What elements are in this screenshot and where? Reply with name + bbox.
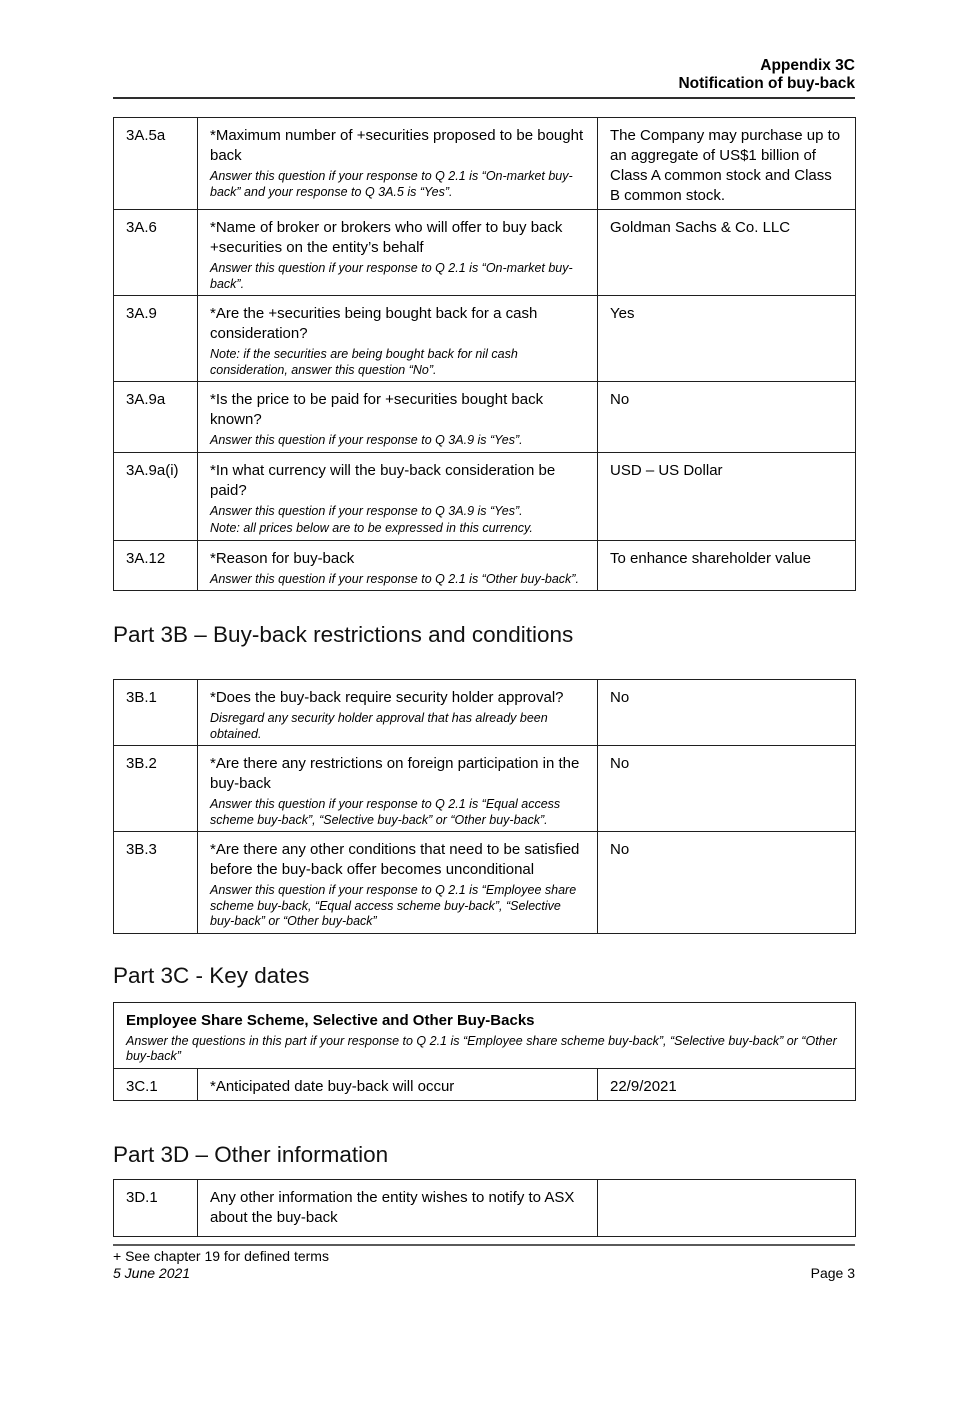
answer-cell (598, 1179, 856, 1236)
question-number: 3B.3 (114, 832, 198, 934)
question-text: *Are the +securities being bought back for a cash consideration? (210, 305, 538, 342)
part3c-table (113, 1002, 856, 1101)
document-page (113, 57, 855, 1282)
scheme-header-note: Answer the questions in this part if your response to Q 2.1 is “Employee share scheme buy-back”, “Selective buy-back” or “Other buy-back” (126, 1033, 837, 1063)
answer-cell: USD – US Dollar (598, 452, 856, 540)
table-row (114, 296, 856, 382)
question-note: Answer this question if your response to Q 2.1 is “Equal access scheme buy-back”, “Selective buy-back” or “Other buy-back”. (210, 797, 561, 827)
question-note: Disregard any security holder approval that has already been obtained. (210, 711, 548, 741)
answer-cell: No (598, 680, 856, 746)
question-number: 3A.9a (114, 382, 198, 453)
question-text: *Are there any other conditions that need to be satisfied before the buy-back offer becomes unconditional (210, 841, 580, 878)
scheme-header-cell (114, 1002, 856, 1068)
question-cell (198, 118, 598, 210)
page-number: Page 3 (810, 1264, 855, 1281)
question-number: 3A.9a(i) (114, 452, 198, 540)
question-number: 3A.9 (114, 296, 198, 382)
question-number: 3C.1 (114, 1068, 198, 1100)
question-cell (198, 832, 598, 934)
footer-row (113, 1265, 855, 1282)
question-cell (198, 210, 598, 296)
question-number: 3A.12 (114, 540, 198, 591)
answer-cell: 22/9/2021 (598, 1068, 856, 1100)
question-number: 3B.2 (114, 746, 198, 832)
table-row (114, 540, 856, 591)
defined-terms-note: + See chapter 19 for defined terms (113, 1247, 329, 1264)
footer-rule (113, 1244, 855, 1246)
answer-cell: No (598, 746, 856, 832)
question-number: 3A.5a (114, 118, 198, 210)
table-header-row (114, 1002, 856, 1068)
question-text: Any other information the entity wishes to notify to ASX about the buy-back (210, 1188, 575, 1226)
document-title: Notification of buy-back (678, 75, 855, 92)
question-note: Answer this question if your response to Q 2.1 is “Employee share scheme buy-back, “Equal access scheme buy-back”, “Selective buy-back” or “Other buy-back” (210, 883, 577, 928)
table-row (114, 680, 856, 746)
question-note: Note: all prices below are to be expressed in this currency. (210, 521, 533, 535)
question-text: *Does the buy-back require security holder approval? (210, 689, 564, 706)
question-note: Answer this question if your response to Q 2.1 is “On-market buy-back” and your response to Q 3A.5 is “Yes”. (210, 169, 573, 199)
answer-cell: The Company may purchase up to an aggregate of US$1 billion of Class A common stock and Class B common stock. (598, 118, 856, 210)
question-cell (198, 1068, 598, 1100)
question-number: 3D.1 (114, 1179, 198, 1236)
answer-cell: To enhance shareholder value (598, 540, 856, 591)
part3d-table (113, 1179, 856, 1237)
question-text: *Is the price to be paid for +securities bought back known? (210, 391, 544, 428)
part3b-heading: Part 3B – Buy-back restrictions and conditions (113, 622, 574, 647)
question-text: *Maximum number of +securities proposed to be bought back (210, 127, 584, 164)
table-row (114, 210, 856, 296)
question-cell (198, 680, 598, 746)
table-row (114, 382, 856, 453)
question-text: *Reason for buy-back (210, 549, 355, 567)
appendix-title: Appendix 3C (760, 57, 855, 74)
question-cell (198, 746, 598, 832)
table-row (114, 746, 856, 832)
question-cell (198, 1179, 598, 1236)
part3c-heading: Part 3C - Key dates (113, 962, 310, 988)
scheme-header-title: Employee Share Scheme, Selective and Other Buy-Backs (126, 1011, 535, 1029)
question-text: *Are there any restrictions on foreign participation in the buy-back (210, 755, 580, 792)
document-header (113, 57, 855, 93)
table-row (114, 1068, 856, 1100)
answer-cell: Yes (598, 296, 856, 382)
question-cell (198, 540, 598, 591)
part3a-table (113, 117, 856, 591)
table-row (114, 118, 856, 210)
question-note: Note: if the securities are being bought back for nil cash consideration, answer this question “No”. (210, 347, 518, 377)
question-note: Answer this question if your response to Q 2.1 is “Other buy-back”. (210, 571, 579, 586)
question-cell (198, 382, 598, 453)
table-row (114, 832, 856, 934)
answer-cell: Goldman Sachs & Co. LLC (598, 210, 856, 296)
question-number: 3A.6 (114, 210, 198, 296)
question-note: Answer this question if your response to Q 3A.9 is “Yes”. (210, 503, 523, 518)
footer-date: 5 June 2021 (113, 1264, 191, 1281)
question-note: Answer this question if your response to Q 3A.9 is “Yes”. (210, 433, 523, 447)
question-cell (198, 452, 598, 540)
answer-cell: No (598, 832, 856, 934)
question-note: Answer this question if your response to Q 2.1 is “On-market buy-back”. (210, 261, 573, 291)
question-text: *Anticipated date buy-back will occur (210, 1077, 455, 1095)
answer-cell: No (598, 382, 856, 453)
question-cell (198, 296, 598, 382)
question-text: *Name of broker or brokers who will offer to buy back +securities on the entity’s behalf (210, 219, 563, 256)
table-row (114, 1179, 856, 1236)
header-rule (113, 97, 855, 99)
part3b-table (113, 679, 856, 934)
question-text: *In what currency will the buy-back consideration be paid? (210, 461, 556, 499)
table-row (114, 452, 856, 540)
part3d-heading: Part 3D – Other information (113, 1141, 389, 1167)
question-number: 3B.1 (114, 680, 198, 746)
